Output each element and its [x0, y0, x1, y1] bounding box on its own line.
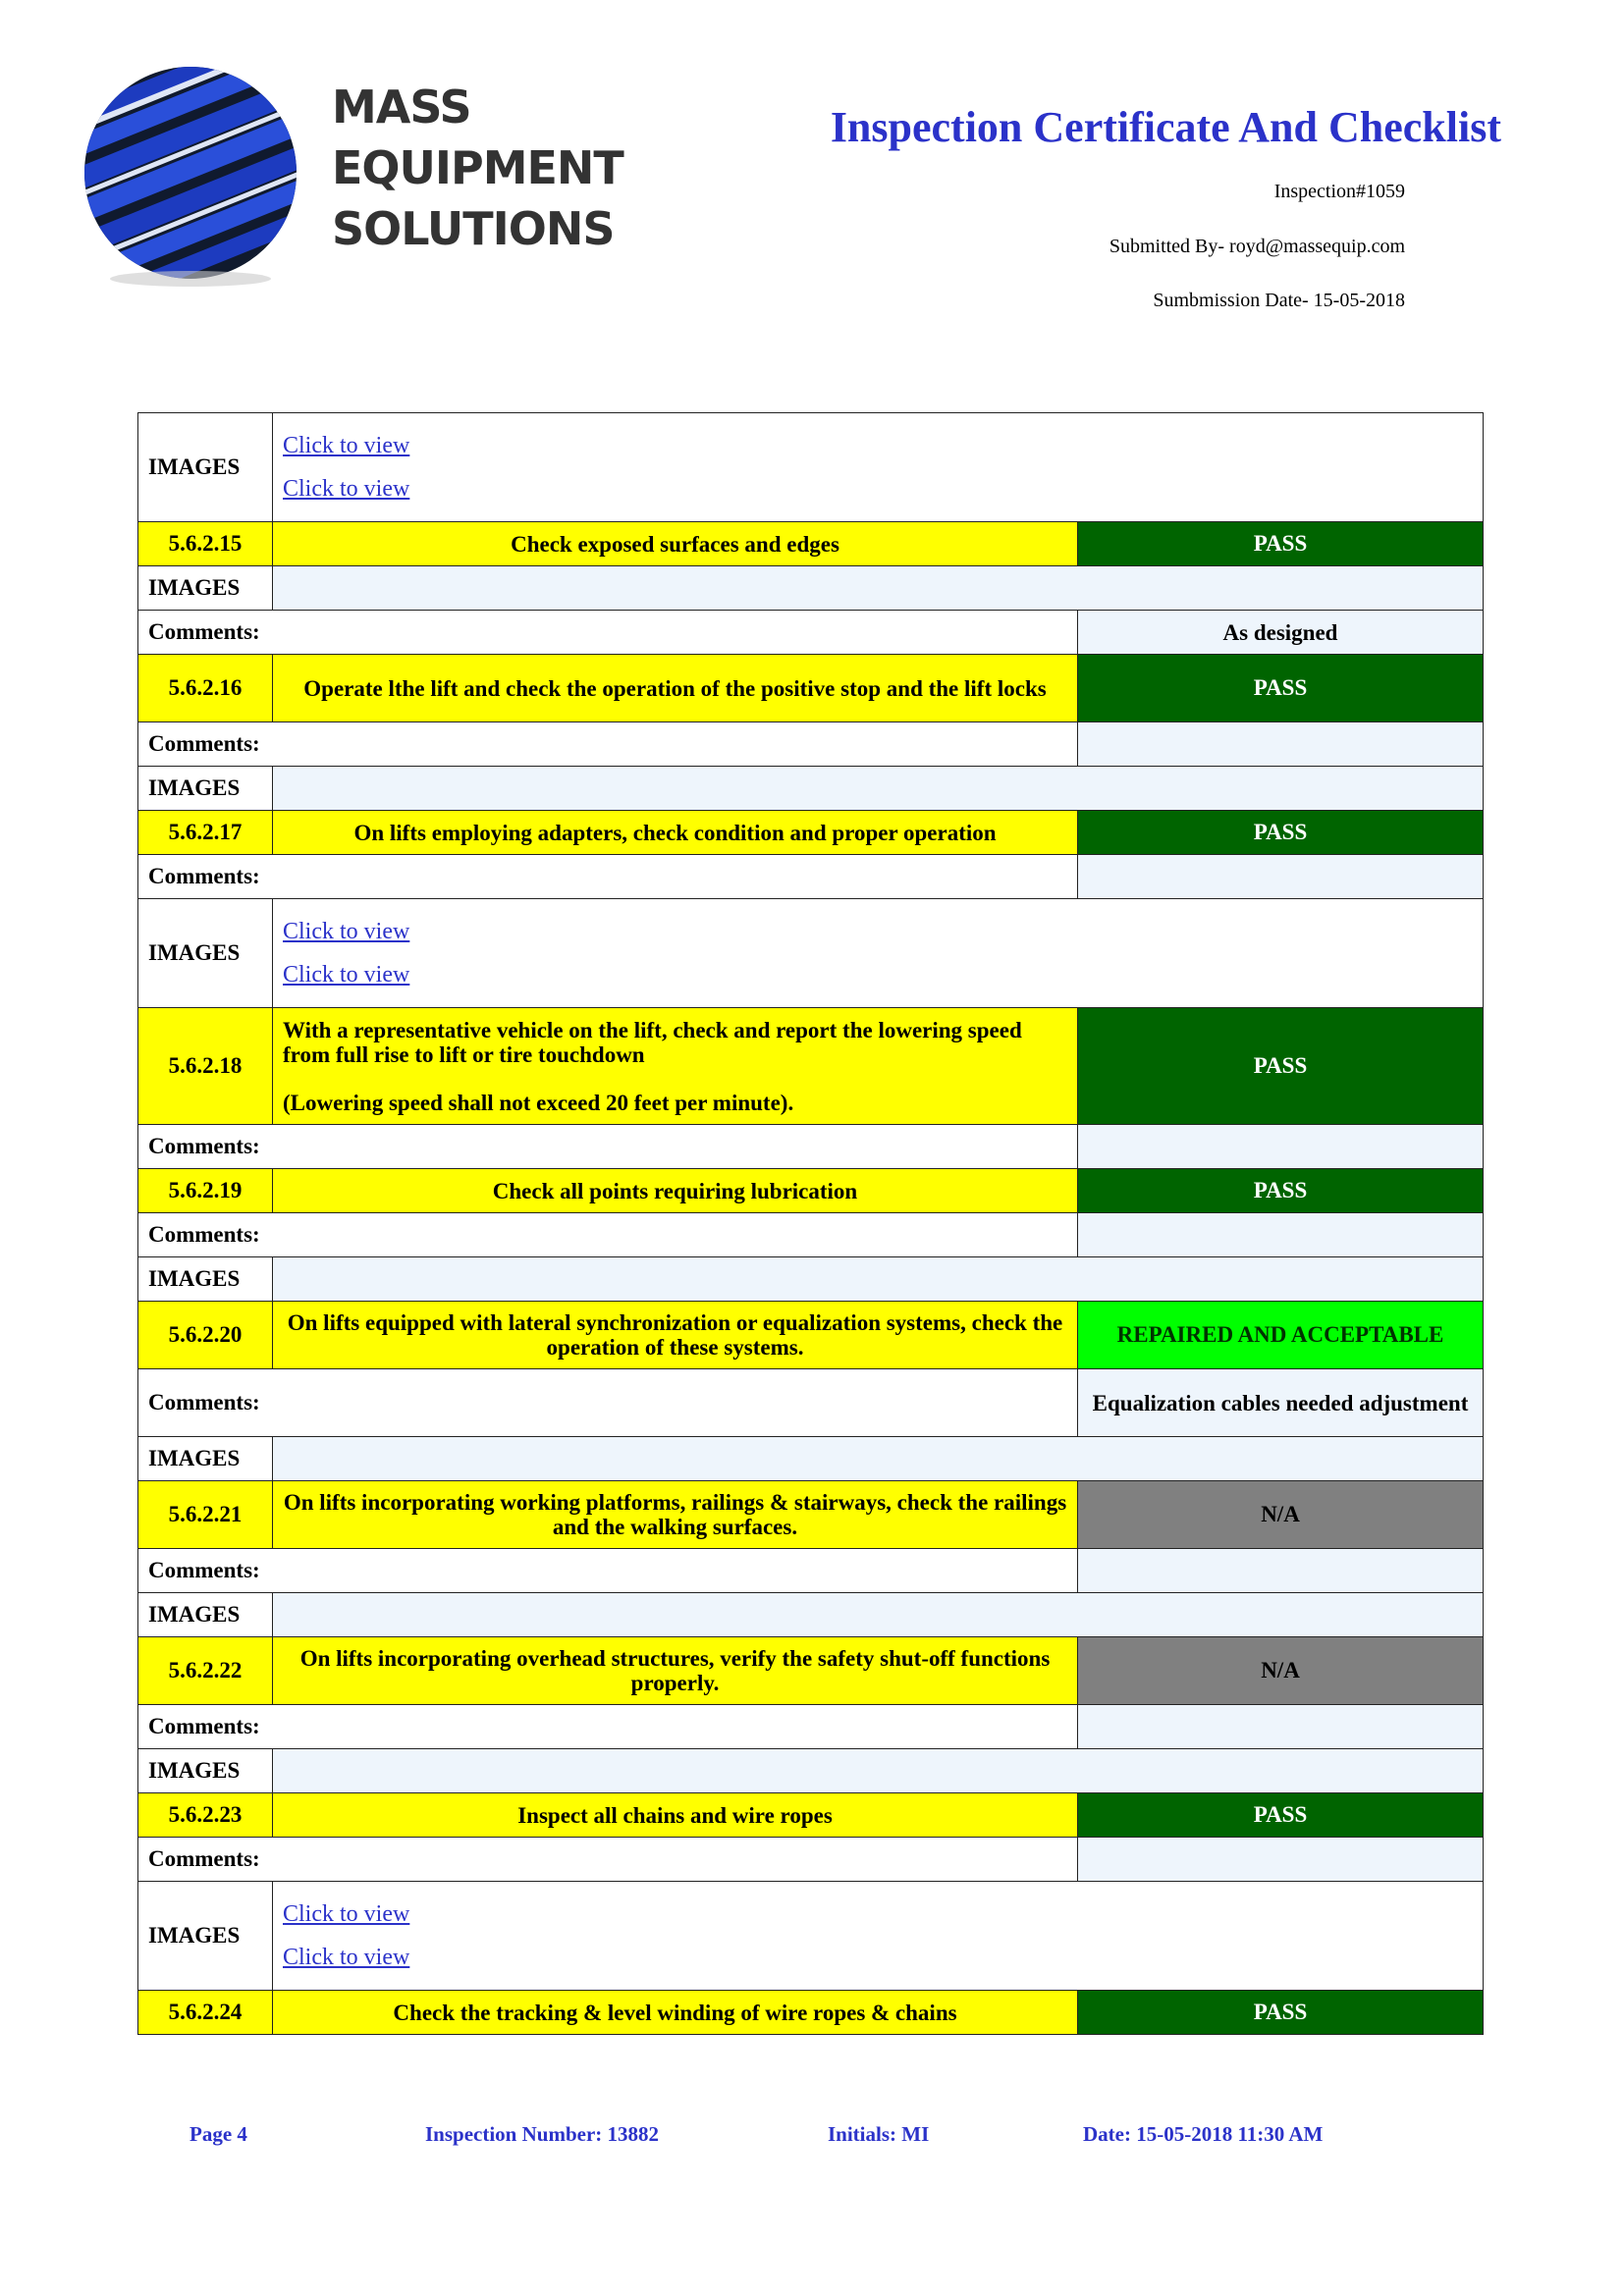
comment-value: Equalization cables needed adjustment — [1078, 1369, 1484, 1437]
item-result: N/A — [1078, 1481, 1484, 1549]
footer-inspection-number: Inspection Number: 13882 — [425, 2122, 660, 2146]
images-row — [138, 413, 1484, 522]
comments-label: Comments: — [138, 1549, 1078, 1593]
item-code: 5.6.2.20 — [138, 1302, 273, 1369]
images-row — [138, 566, 1484, 611]
images-label: IMAGES — [138, 1882, 273, 1991]
comments-label: Comments: — [138, 855, 1078, 899]
comments-row — [138, 855, 1484, 899]
checklist-table — [137, 412, 1484, 2035]
checklist-item — [138, 811, 1484, 855]
item-result: PASS — [1078, 655, 1484, 722]
logo-line-2: EQUIPMENT — [332, 141, 623, 194]
images-row — [138, 1257, 1484, 1302]
item-result: PASS — [1078, 522, 1484, 566]
comment-value — [1078, 1213, 1484, 1257]
images-row — [138, 1749, 1484, 1793]
images-label: IMAGES — [138, 413, 273, 522]
company-logo — [75, 57, 623, 293]
item-code: 5.6.2.19 — [138, 1169, 273, 1213]
comment-value — [1078, 1549, 1484, 1593]
images-row — [138, 767, 1484, 811]
checklist-item — [138, 1991, 1484, 2035]
logo-line-1: MASS — [332, 80, 471, 133]
comments-label: Comments: — [138, 1369, 1078, 1437]
comments-row — [138, 1838, 1484, 1882]
images-row — [138, 899, 1484, 1008]
comment-value — [1078, 722, 1484, 767]
item-description — [273, 1008, 1078, 1125]
item-code: 5.6.2.21 — [138, 1481, 273, 1549]
item-result: PASS — [1078, 1169, 1484, 1213]
images-label: IMAGES — [138, 1593, 273, 1637]
item-result: PASS — [1078, 811, 1484, 855]
comments-label: Comments: — [138, 611, 1078, 655]
view-image-link[interactable]: Click to view — [283, 476, 410, 502]
item-code: 5.6.2.16 — [138, 655, 273, 722]
item-result: PASS — [1078, 1008, 1484, 1125]
view-image-link[interactable]: Click to view — [283, 433, 410, 458]
item-code: 5.6.2.24 — [138, 1991, 273, 2035]
images-label: IMAGES — [138, 1257, 273, 1302]
comment-value — [1078, 1705, 1484, 1749]
images-cell — [273, 566, 1484, 611]
company-name — [332, 77, 623, 259]
images-row — [138, 1882, 1484, 1991]
item-description: On lifts incorporating overhead structures, verify the safety shut-off functions properly. — [273, 1637, 1078, 1705]
item-description: Check the tracking & level winding of wire ropes & chains — [273, 1991, 1078, 2035]
inspection-id: Inspection#1059 — [1273, 181, 1405, 202]
images-row — [138, 1593, 1484, 1637]
images-cell — [273, 899, 1484, 1008]
checklist-item — [138, 1793, 1484, 1838]
item-description: Operate lthe lift and check the operation of the positive stop and the lift locks — [273, 655, 1078, 722]
submission-date: Sumbmission Date- 15-05-2018 — [1153, 290, 1405, 311]
view-image-link[interactable]: Click to view — [283, 962, 410, 988]
checklist-item — [138, 522, 1484, 566]
item-description: Check all points requiring lubrication — [273, 1169, 1078, 1213]
item-description-note: (Lowering speed shall not exceed 20 feet per minute). — [283, 1090, 794, 1115]
checklist-item — [138, 1481, 1484, 1549]
comments-row — [138, 611, 1484, 655]
footer-page: Page 4 — [189, 2122, 247, 2146]
comments-label: Comments: — [138, 1125, 1078, 1169]
checklist-item — [138, 655, 1484, 722]
comments-row — [138, 1549, 1484, 1593]
view-image-link[interactable]: Click to view — [283, 1901, 410, 1927]
item-result: N/A — [1078, 1637, 1484, 1705]
images-row — [138, 1437, 1484, 1481]
images-cell — [273, 1593, 1484, 1637]
images-label: IMAGES — [138, 1437, 273, 1481]
submitted-by: Submitted By- royd@massequip.com — [1109, 236, 1405, 257]
comments-label: Comments: — [138, 722, 1078, 767]
comments-row — [138, 1125, 1484, 1169]
images-label: IMAGES — [138, 767, 273, 811]
item-description: On lifts incorporating working platforms, railings & stairways, check the railings and the walking surfaces. — [273, 1481, 1078, 1549]
item-description: On lifts equipped with lateral synchronization or equalization systems, check the operation of these systems. — [273, 1302, 1078, 1369]
item-code: 5.6.2.15 — [138, 522, 273, 566]
view-image-link[interactable]: Click to view — [283, 919, 410, 944]
comments-row — [138, 722, 1484, 767]
view-image-link[interactable]: Click to view — [283, 1945, 410, 1970]
comments-label: Comments: — [138, 1838, 1078, 1882]
comments-row — [138, 1369, 1484, 1437]
checklist-item — [138, 1008, 1484, 1125]
item-code: 5.6.2.18 — [138, 1008, 273, 1125]
checklist-item — [138, 1169, 1484, 1213]
images-cell — [273, 413, 1484, 522]
comment-value — [1078, 1838, 1484, 1882]
comment-value — [1078, 855, 1484, 899]
comments-label: Comments: — [138, 1705, 1078, 1749]
document-title: Inspection Certificate And Checklist — [830, 103, 1501, 151]
item-code: 5.6.2.22 — [138, 1637, 273, 1705]
item-result: PASS — [1078, 1793, 1484, 1838]
comments-label: Comments: — [138, 1213, 1078, 1257]
images-cell — [273, 1749, 1484, 1793]
comment-value: As designed — [1078, 611, 1484, 655]
item-result: REPAIRED AND ACCEPTABLE — [1078, 1302, 1484, 1369]
comments-row — [138, 1705, 1484, 1749]
images-cell — [273, 767, 1484, 811]
images-label: IMAGES — [138, 1749, 273, 1793]
images-label: IMAGES — [138, 899, 273, 1008]
logo-line-3: SOLUTIONS — [332, 202, 615, 255]
comments-row — [138, 1213, 1484, 1257]
item-result: PASS — [1078, 1991, 1484, 2035]
item-code: 5.6.2.23 — [138, 1793, 273, 1838]
footer-date: Date: 15-05-2018 11:30 AM — [1083, 2122, 1324, 2146]
images-cell — [273, 1257, 1484, 1302]
images-cell — [273, 1437, 1484, 1481]
checklist-item — [138, 1637, 1484, 1705]
images-label: IMAGES — [138, 566, 273, 611]
images-cell — [273, 1882, 1484, 1991]
footer-initials: Initials: MI — [828, 2122, 930, 2146]
comment-value — [1078, 1125, 1484, 1169]
item-description: Check exposed surfaces and edges — [273, 522, 1078, 566]
item-description-text: With a representative vehicle on the lift, check and report the lowering speed from full rise to lift or tire touchdown — [283, 1017, 1022, 1067]
globe-logo-icon — [75, 57, 320, 293]
checklist-item — [138, 1302, 1484, 1369]
item-description: On lifts employing adapters, check condition and proper operation — [273, 811, 1078, 855]
item-description: Inspect all chains and wire ropes — [273, 1793, 1078, 1838]
item-code: 5.6.2.17 — [138, 811, 273, 855]
